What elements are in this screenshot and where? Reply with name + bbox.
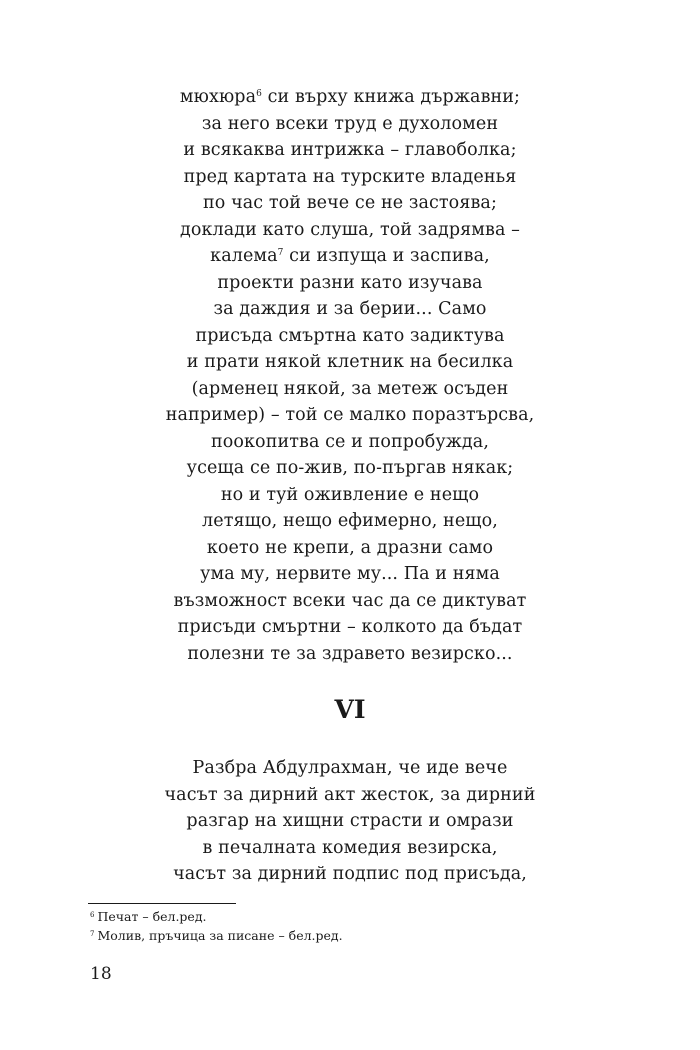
- poem-line: Разбра Абдулрахман, че иде вече: [192, 758, 508, 778]
- poem-line: полезни те за здравето везирско...: [187, 643, 513, 664]
- poem-line: и прати някой клетник на бесилка: [186, 352, 514, 372]
- poem-line: възможност всеки час да се диктуват: [173, 590, 527, 611]
- poem-line: което не крепи, а дразни само: [206, 537, 494, 558]
- poem-line: по час той вече се не застоява;: [203, 193, 497, 213]
- section-heading: VI: [334, 695, 366, 724]
- footnote: [90, 926, 343, 945]
- poem-line: и всякаква интрижка – главоболка;: [183, 140, 517, 160]
- footnote-number: 6: [90, 911, 95, 919]
- poem-line: проекти разни като изучава: [217, 272, 483, 293]
- footnote-divider: [88, 903, 236, 904]
- poem-stanza: [0, 755, 700, 888]
- poem-line: в печалната комедия везирска,: [202, 837, 498, 858]
- poem-line: часът за дирний подпис под присъда,: [173, 864, 527, 884]
- poem-line: (арменец някой, за метеж осъден: [191, 378, 509, 399]
- footnote: [90, 907, 343, 926]
- poem-stanza: [0, 84, 700, 667]
- footnote-mark: 7: [277, 248, 284, 258]
- poem-line: ума му, нервите му... Па и няма: [200, 564, 500, 584]
- poem-line: за даждия и за берии... Само: [213, 299, 487, 319]
- footnotes: [90, 907, 343, 945]
- poem-line: калема$^7$ си изпуща и заспива,: [210, 246, 490, 266]
- page-number: 18: [90, 964, 112, 984]
- poem-line: мюхюра$^6$ си върху книжа държавни;: [179, 87, 521, 107]
- poem-line: доклади като слуша, той задрямва –: [179, 219, 521, 240]
- poem-line: но и туй оживление е нещо: [220, 484, 480, 505]
- footnote-text: Печат – бел.ред.: [97, 909, 207, 924]
- poem-line: за него всеки труд е духоломен: [201, 113, 499, 134]
- poem-line: пред картата на турските владенья: [183, 166, 517, 187]
- footnote-number: 7: [90, 930, 95, 938]
- poem-line: разгар на хищни страсти и омрази: [186, 811, 514, 831]
- poem-line: присъда смъртна като задиктува: [195, 325, 505, 346]
- footnote-mark: 6: [256, 89, 262, 99]
- poem-line: усеща се по-жив, по-пъргав някак;: [186, 458, 514, 478]
- poem-line: например) – той се малко поразтърсва,: [165, 405, 535, 425]
- poem-line: присъди смъртни – колкото да бъдат: [177, 617, 523, 637]
- poem-line: поокопитва се и попробужда,: [210, 431, 490, 452]
- poem-line: летящо, нещо ефимерно, нещо,: [202, 511, 498, 531]
- footnote-text: Молив, пръчица за писане – бел.ред.: [97, 928, 343, 943]
- poem-line: часът за дирний акт жесток, за дирний: [164, 784, 536, 805]
